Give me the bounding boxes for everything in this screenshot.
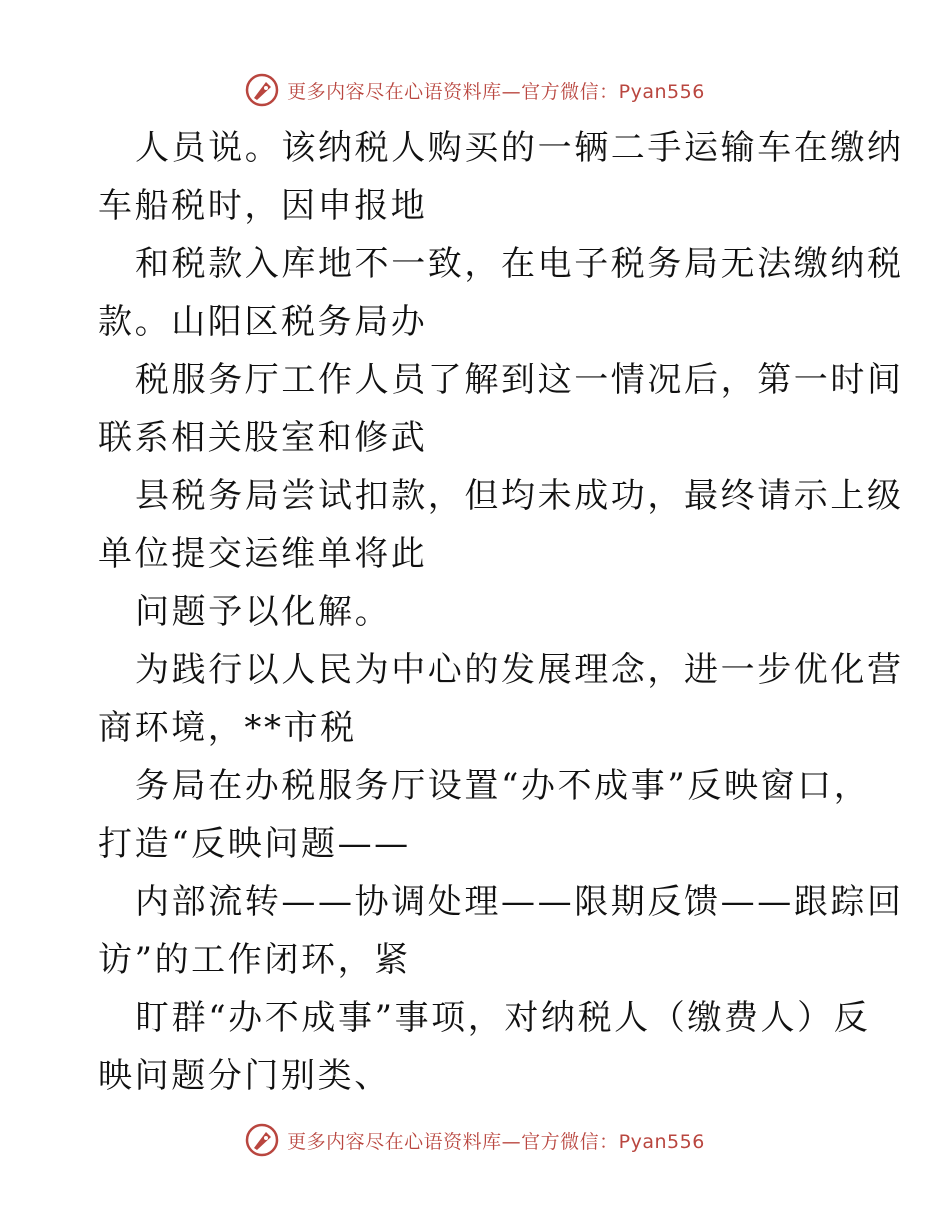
footer-banner [0,1120,950,1160]
text-line: 人员说。该纳税人购买的一辆二手运输车在缴纳 [135,128,904,168]
text-line: 和税款入库地不一致，在电子税务局无法缴纳税 [135,244,904,284]
text-line: 盯群“办不成事”事项，对纳税人（缴费人）反 [135,998,871,1038]
text-line: 务局在办税服务厅设置“办不成事”反映窗口， [135,766,871,806]
text-line: 商环境，**市税 [98,708,357,748]
text-line: 联系相关股室和修武 [98,418,428,458]
pen-nib-logo-icon [245,73,279,107]
text-line: 为践行以人民为中心的发展理念，进一步优化营 [135,650,904,690]
text-line: 映问题分门别类、 [98,1056,391,1096]
text-line: 访”的工作闭环，紧 [98,940,411,980]
text-line: 车船税时，因申报地 [98,186,428,226]
header-banner [0,70,950,110]
text-line: 问题予以化解。 [135,592,392,632]
text-line: 县税务局尝试扣款，但均未成功，最终请示上级 [135,476,904,516]
text-line: 内部流转——协调处理——限期反馈——跟踪回 [135,882,904,922]
text-line: 款。山阳区税务局办 [98,302,428,342]
pen-nib-logo-icon [245,1123,279,1157]
text-line: 打造“反映问题—— [98,824,411,864]
footer-banner-text: 更多内容尽在心语资料库—官方微信：Pyan556 [287,1130,705,1153]
text-line: 单位提交运维单将此 [98,534,428,574]
text-line: 税服务厅工作人员了解到这一情况后，第一时间 [135,360,904,400]
header-banner-text: 更多内容尽在心语资料库—官方微信：Pyan556 [287,80,705,103]
